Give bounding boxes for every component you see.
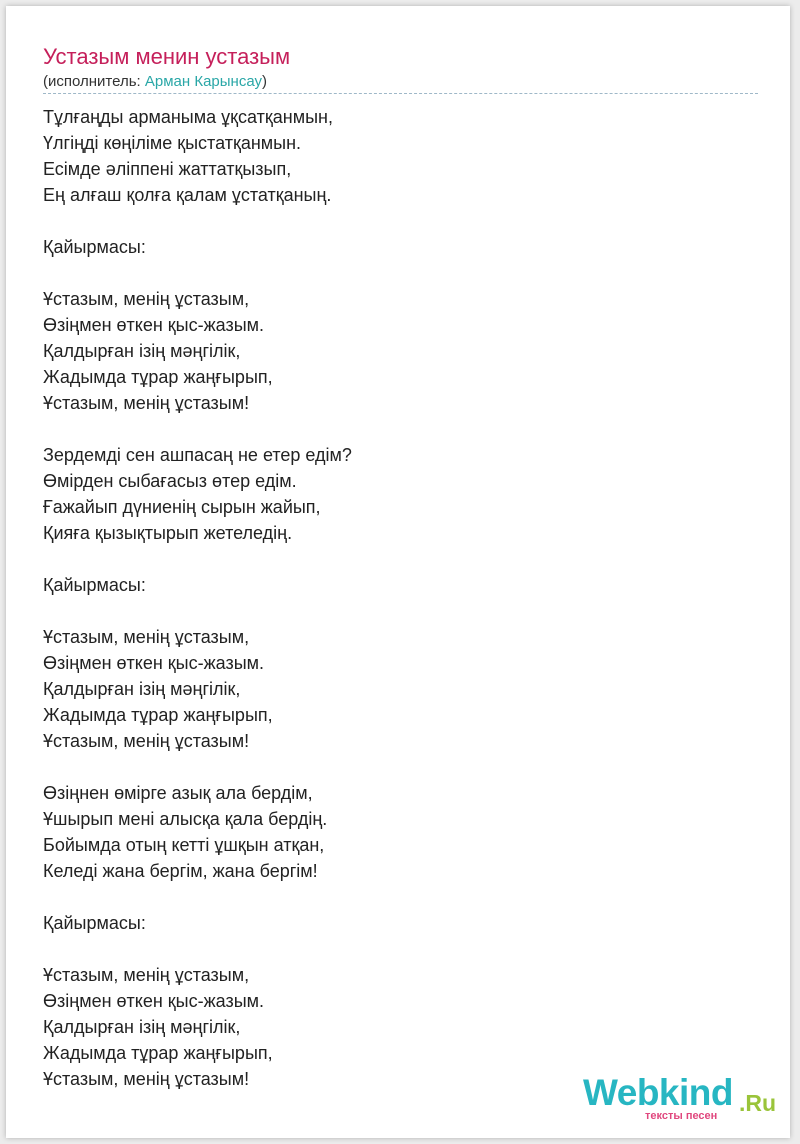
logo-wordmark: Webkind (583, 1072, 733, 1113)
lyric-line: Үлгіңді көңіліме қыстатқанмын. (43, 133, 302, 153)
song-title: Устазым менин устазым (43, 44, 291, 69)
lyrics-body (43, 104, 743, 1092)
stanza-gap (43, 260, 743, 286)
stanza-gap (43, 546, 743, 572)
lyric-line: Ұстазым, менің ұстазым! (43, 393, 250, 413)
lyric-line: Ең алғаш қолға қалам ұстатқаның. (43, 185, 332, 205)
lyric-line: Ұстазым, менің ұстазым, (43, 965, 250, 985)
lyric-line: Есімде әліппені жаттатқызып, (43, 159, 292, 179)
lyric-line: Қалдырған ізің мәңгілік, (43, 341, 241, 361)
lyric-line: Жадымда тұрар жаңғырып, (43, 367, 273, 387)
stanza-gap (43, 208, 743, 234)
lyric-line: Ұшырып мені алысқа қала бердің. (43, 809, 328, 829)
stanza-gap (43, 598, 743, 624)
lyric-line: Ұстазым, менің ұстазым! (43, 731, 250, 751)
lyric-line: Ұстазым, менің ұстазым, (43, 627, 250, 647)
lyric-line: Өзіңмен өткен қыс-жазым. (43, 991, 265, 1011)
artist-line (43, 73, 267, 90)
lyric-line: Қайырмасы: (43, 237, 146, 257)
lyric-line: Тұлғаңды арманыма ұқсатқанмын, (43, 107, 333, 127)
logo-domain-suffix: .Ru (739, 1090, 777, 1116)
lyric-line: Қалдырған ізің мәңгілік, (43, 679, 241, 699)
lyric-line: Ғажайып дүниенің сырын жайып, (43, 497, 321, 517)
artist-prefix: (исполнитель: (43, 73, 145, 90)
title-divider (43, 93, 758, 94)
webkind-logo[interactable] (583, 1072, 783, 1134)
lyric-line: Жадымда тұрар жаңғырып, (43, 705, 273, 725)
lyric-line: Ұстазым, менің ұстазым! (43, 1069, 250, 1089)
lyric-line: Өмірден сыбағасыз өтер едім. (43, 471, 297, 491)
stanza-gap (43, 416, 743, 442)
lyric-line: Келеді жана бергім, жана бергім! (43, 861, 318, 881)
lyric-line: Бойымда отың кетті ұшқын атқан, (43, 835, 325, 855)
lyric-line: Өзіңмен өткен қыс-жазым. (43, 653, 265, 673)
lyric-line: Қалдырған ізің мәңгілік, (43, 1017, 241, 1037)
logo-tagline: тексты песен (645, 1110, 718, 1122)
lyric-line: Өзіңмен өткен қыс-жазым. (43, 315, 265, 335)
stanza-gap (43, 754, 743, 780)
lyric-line: Өзіңнен өмірге азық ала бердім, (43, 783, 313, 803)
artist-link[interactable]: Арман Карынсау (144, 73, 262, 90)
lyric-line: Қияға қызықтырып жетеледің. (43, 523, 293, 543)
stanza-gap (43, 884, 743, 910)
lyric-line: Жадымда тұрар жаңғырып, (43, 1043, 273, 1063)
artist-suffix: ) (262, 73, 267, 90)
lyric-line: Ұстазым, менің ұстазым, (43, 289, 250, 309)
lyrics-page (6, 6, 790, 1138)
stanza-gap (43, 936, 743, 962)
lyric-line: Зердемді сен ашпасаң не етер едім? (43, 445, 352, 465)
lyric-line: Қайырмасы: (43, 913, 146, 933)
lyric-line: Қайырмасы: (43, 575, 146, 595)
